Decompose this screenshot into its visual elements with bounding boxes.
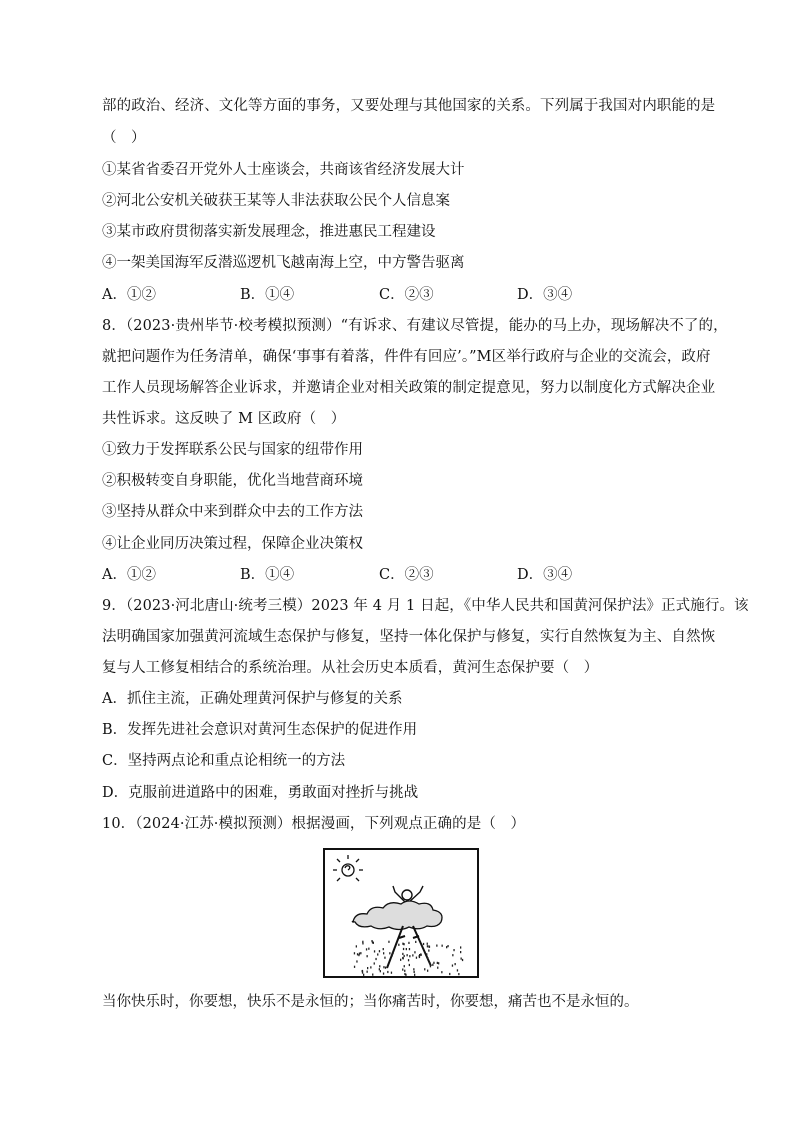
q8-stem-line-1: 8．（2023·贵州毕节·校考模拟预测）“有诉求、有建议尽管提，能办的马上办，现场解决不了的，: [102, 318, 728, 334]
q8-stem-line-4: 共性诉求。这反映了 M 区政府（ ）: [102, 411, 346, 427]
q8-stem-line-2: 就把问题作为任务清单，确保‘事事有着落，件件有回应’。”M区举行政府与企业的交流会，政府: [102, 349, 711, 365]
q9-choice-a: A．抓住主流，正确处理黄河保护与修复的关系: [102, 691, 403, 707]
q9-choice-b: B．发挥先进社会意识对黄河生态保护的促进作用: [102, 722, 418, 738]
q8-option-a: A．①②: [102, 567, 156, 583]
q8-option-b: B．①④: [240, 567, 295, 583]
q7-item-4: ④一架美国海军反潜巡逻机飞越南海上空，中方警告驱离: [102, 255, 465, 271]
q10-stem: 10．（2024·江苏·模拟预测）根据漫画，下列观点正确的是（ ）: [102, 816, 526, 832]
q8-option-d: D．③④: [517, 567, 573, 583]
q8-item-1: ①致力于发挥联系公民与国家的纽带作用: [102, 442, 363, 458]
q8-item-4: ④让企业同历决策过程，保障企业决策权: [102, 536, 363, 552]
q8-item-3: ③坚持从群众中来到群众中去的工作方法: [102, 504, 363, 520]
q9-choice-c: C．坚持两点论和重点论相统一的方法: [102, 753, 346, 769]
q7-option-a: A．①②: [102, 287, 156, 303]
q7-item-1: ①某省省委召开党外人士座谈会，共商该省经济发展大计: [102, 162, 465, 178]
q7-item-2: ②河北公安机关破获王某等人非法获取公民个人信息案: [102, 193, 450, 209]
q7-option-d: D．③④: [517, 287, 573, 303]
q8-item-2: ②积极转变自身职能，优化当地营商环境: [102, 473, 363, 489]
q8-option-c: C．②③: [379, 567, 434, 583]
q7-option-c: C．②③: [379, 287, 434, 303]
q10-caption: 当你快乐时，你要想，快乐不是永恒的；当你痛苦时，你要想，痛苦也不是永恒的。: [102, 994, 639, 1010]
q9-stem-line-3: 复与人工修复相结合的系统治理。从社会历史本质看，黄河生态保护要（ ）: [102, 660, 599, 676]
q7-item-3: ③某市政府贯彻落实新发展理念，推进惠民工程建设: [102, 224, 436, 240]
q9-stem-line-1: 9．（2023·河北唐山·统考三模）2023 年 4 月 1 日起，《中华人民共和国黄河保护法》正式施行。该: [102, 598, 749, 614]
cartoon-illustration: [323, 848, 479, 978]
q9-stem-line-2: 法明确国家加强黄河流域生态保护与修复，坚持一体化保护与修复，实行自然恢复为主、自然恢: [102, 629, 716, 645]
q7-stem-tail: 部的政治、经济、文化等方面的事务，又要处理与其他国家的关系。下列属于我国对内职能的是: [102, 98, 716, 114]
q9-choice-d: D．克服前进道路中的困难，勇敢面对挫折与挑战: [102, 785, 419, 801]
q8-stem-line-3: 工作人员现场解答企业诉求，并邀请企业对相关政策的制定提意见，努力以制度化方式解决企业: [102, 380, 716, 396]
q7-option-b: B．①④: [240, 287, 295, 303]
q7-answer-paren: （ ）: [102, 130, 146, 146]
